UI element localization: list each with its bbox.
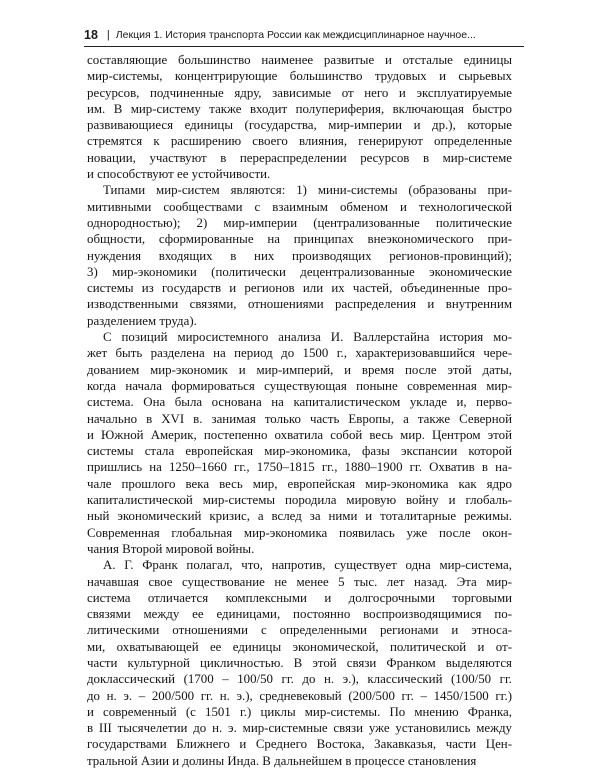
body-text [87,52,512,769]
text-line: нуждения входящих в них производящих регионов-провинций); [87,248,512,263]
text-line: и способствуют ее устойчивости. [87,167,271,182]
text-line: до н. э. – 200/500 гг. н. э.), средневековый (200/500 гг. – 1450/1500 гг.) [87,688,512,703]
text-line: начально в XVI в. занимая только часть Европы, а также Северной [87,411,512,426]
text-line: 3) мир-экономики (политически децентрализованные экономические [87,264,512,279]
text-line: системы стала европейская мир-экономика, фазы экспансии которой [87,444,512,459]
text-line: и современный (с 1501 г.) циклы мир-системы. По мнению Франка, [87,704,512,719]
paragraph [87,182,512,329]
text-line: ми, охватывающей ее единицы экономической, политической и от- [87,639,512,654]
header-separator: | [106,29,110,41]
text-line: части культурной цикличностью. В этой связи Франком выделяются [87,655,512,670]
text-line: пришлись на 1250–1660 гг., 1750–1815 гг., 1880–1900 гг. Охватив в на- [87,460,512,475]
text-line: С позиций миросистемного анализа И. Валлерстайна история мо- [103,330,512,345]
running-head [84,27,524,43]
running-head-title: Лекция 1. История транспорта России как междисциплинарное научное... [115,29,476,41]
text-line: изводственными связями, отношениями распределения и внутренним [87,297,512,312]
header-rule [84,46,524,47]
text-line: стремятся к расширению своего влияния, генерируют определенные [87,134,512,149]
paragraph [87,52,512,182]
text-line: новации, участвуют в перераспределении ресурсов в мир-системе [87,150,512,165]
paragraph [87,329,512,557]
text-line: чания Второй мировой войны. [87,541,255,556]
text-line: система отличается комплексными и долгосрочными торговыми [87,590,512,605]
text-line: государствами Ближнего и Среднего Востока, Закавказья, части Цен- [87,737,512,752]
text-line: когда начала формироваться существующая поныне современная мир- [87,378,512,393]
text-line: развивающиеся единицы (государства, мир-империи и др.), которые [87,118,512,133]
paragraph [87,557,512,769]
text-line: им. В мир-систему также входит полупериферия, включающая быстро [87,101,512,116]
text-line: митивными сообществами с взаимным обменом и технологической [87,199,512,214]
text-line: ный экономический кризис, а вслед за ними и тоталитарные режимы. [87,509,512,524]
text-line: А. Г. Франк полагал, что, напротив, существует одна мир-система, [103,558,512,573]
text-line: доклассический (1700 – 100/50 гг. до н. э.), классический (100/50 гг. [87,672,512,687]
text-line: дованием мир-экономик и мир-империй, и время после этой даты, [87,362,512,377]
text-line: в III тысячелетии до н. э. мир-системные связи уже установились между [87,721,512,736]
text-line: жет быть разделена на период до 1500 г., характеризовавшийся чере- [87,346,512,361]
text-line: разделением труда). [87,313,197,328]
text-line: начавшая свое существование не менее 5 тыс. лет назад. Эта мир- [87,574,512,589]
text-line: составляющие большинство наименее развитые и отсталые единицы [87,53,512,67]
text-line: литическими отношениями с определенными регионами и этноса- [87,623,512,638]
text-line: общности, сформированные на принципах внеэкономического при- [87,232,512,247]
text-line: капиталистической мир-системы породила мировую войну и глобаль- [87,493,512,508]
page-number: 18 [84,28,98,42]
text-line: система. Она была основана на капиталистическом укладе и, перво- [87,395,512,410]
text-line: Типами мир-систем являются: 1) мини-системы (образованы при- [103,183,512,198]
text-line: Современная глобальная мир-экономика появилась уже после окон- [87,525,512,540]
text-line: системы из государств и регионов или их частей, объединенные про- [87,281,512,296]
text-line: связями между ее единицами, постоянно воспроизводящимися по- [87,607,512,622]
text-line: чале прошлого века весь мир, европейская мир-экономика как ядро [87,476,512,491]
text-line: однородностью); 2) мир-империи (централизованные политические [87,215,512,230]
text-line: ресурсов, подчиненные ядру, зависимые от него и эксплуатируемые [87,85,512,100]
text-line: и Южной Америк, постепенно охватила собой весь мир. Центром этой [87,427,512,442]
text-line: мир-системы, концентрирующие большинство трудовых и сырьевых [87,69,512,84]
text-line: тральной Азии и долины Инда. В дальнейшем в процессе становления [87,753,477,768]
